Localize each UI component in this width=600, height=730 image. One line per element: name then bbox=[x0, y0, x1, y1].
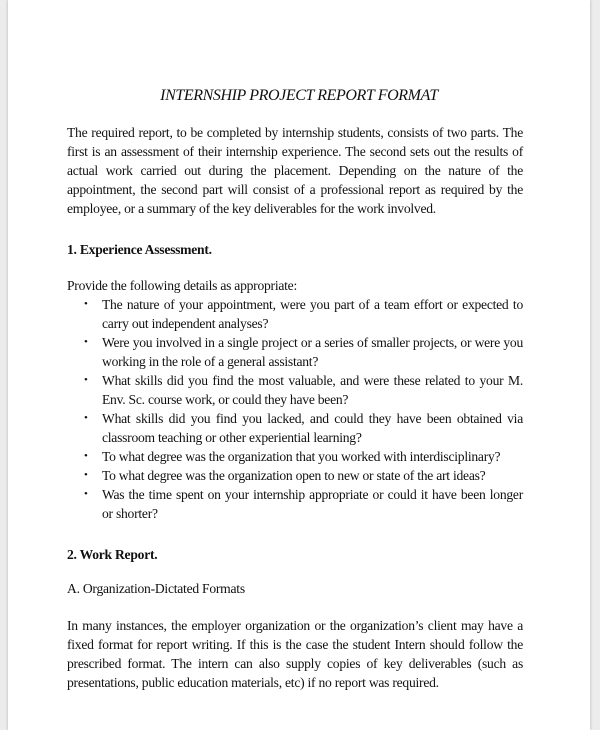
list-item bbox=[67, 333, 523, 371]
bullet-icon: • bbox=[84, 374, 88, 386]
list-item-text: What skills did you find the most valuable, and were these related to your M. Env. Sc. course work, or could they have been? bbox=[102, 373, 523, 407]
bullet-icon: • bbox=[84, 450, 88, 462]
list-item-text: Were you involved in a single project or a series of smaller projects, or were you working in the role of a general assistant? bbox=[102, 335, 523, 369]
list-item-text: The nature of your appointment, were you part of a team effort or expected to carry out independent analyses? bbox=[102, 297, 523, 331]
list-item bbox=[67, 485, 523, 523]
experience-questions-list bbox=[67, 295, 523, 523]
section-1-heading: 1. Experience Assessment. bbox=[67, 242, 212, 257]
bullet-icon: • bbox=[84, 469, 88, 481]
section-2-subheading: A. Organization-Dictated Formats bbox=[67, 581, 245, 596]
bullet-icon: • bbox=[84, 298, 88, 310]
bullet-icon: • bbox=[84, 412, 88, 424]
section-2-heading: 2. Work Report. bbox=[67, 547, 158, 562]
document-content bbox=[67, 86, 523, 692]
document-page bbox=[8, 0, 590, 730]
list-item-text: What skills did you find you lacked, and could they have been obtained via classroom teaching or other experiential learning? bbox=[102, 411, 523, 445]
intro-paragraph: The required report, to be completed by internship students, consists of two parts. The first is an assessment of their internship experience. The second sets out the results of actual work carried out during the placement. Depending on the nature of the appointment, the second part will consist of a professional report as required by the employee, or a summary of the key deliverables for the work involved. bbox=[67, 125, 523, 216]
list-item bbox=[67, 371, 523, 409]
list-item bbox=[67, 295, 523, 333]
bullet-icon: • bbox=[84, 336, 88, 348]
document-title: INTERNSHIP PROJECT REPORT FORMAT bbox=[160, 87, 438, 104]
section-1-lead: Provide the following details as appropriate: bbox=[67, 278, 297, 293]
list-item bbox=[67, 466, 523, 485]
section-2-paragraph: In many instances, the employer organization or the organization’s client may have a fixed format for report writing. If this is the case the student Intern should follow the prescribed format. The intern can also supply copies of key deliverables (such as presentations, public education materials, etc) if no report was required. bbox=[67, 618, 523, 690]
list-item bbox=[67, 447, 523, 466]
bullet-icon: • bbox=[84, 488, 88, 500]
list-item-text: To what degree was the organization open to new or state of the art ideas? bbox=[102, 468, 486, 483]
list-item-text: Was the time spent on your internship appropriate or could it have been longer or shorter? bbox=[102, 487, 523, 521]
list-item bbox=[67, 409, 523, 447]
list-item-text: To what degree was the organization that you worked with interdisciplinary? bbox=[102, 449, 501, 464]
